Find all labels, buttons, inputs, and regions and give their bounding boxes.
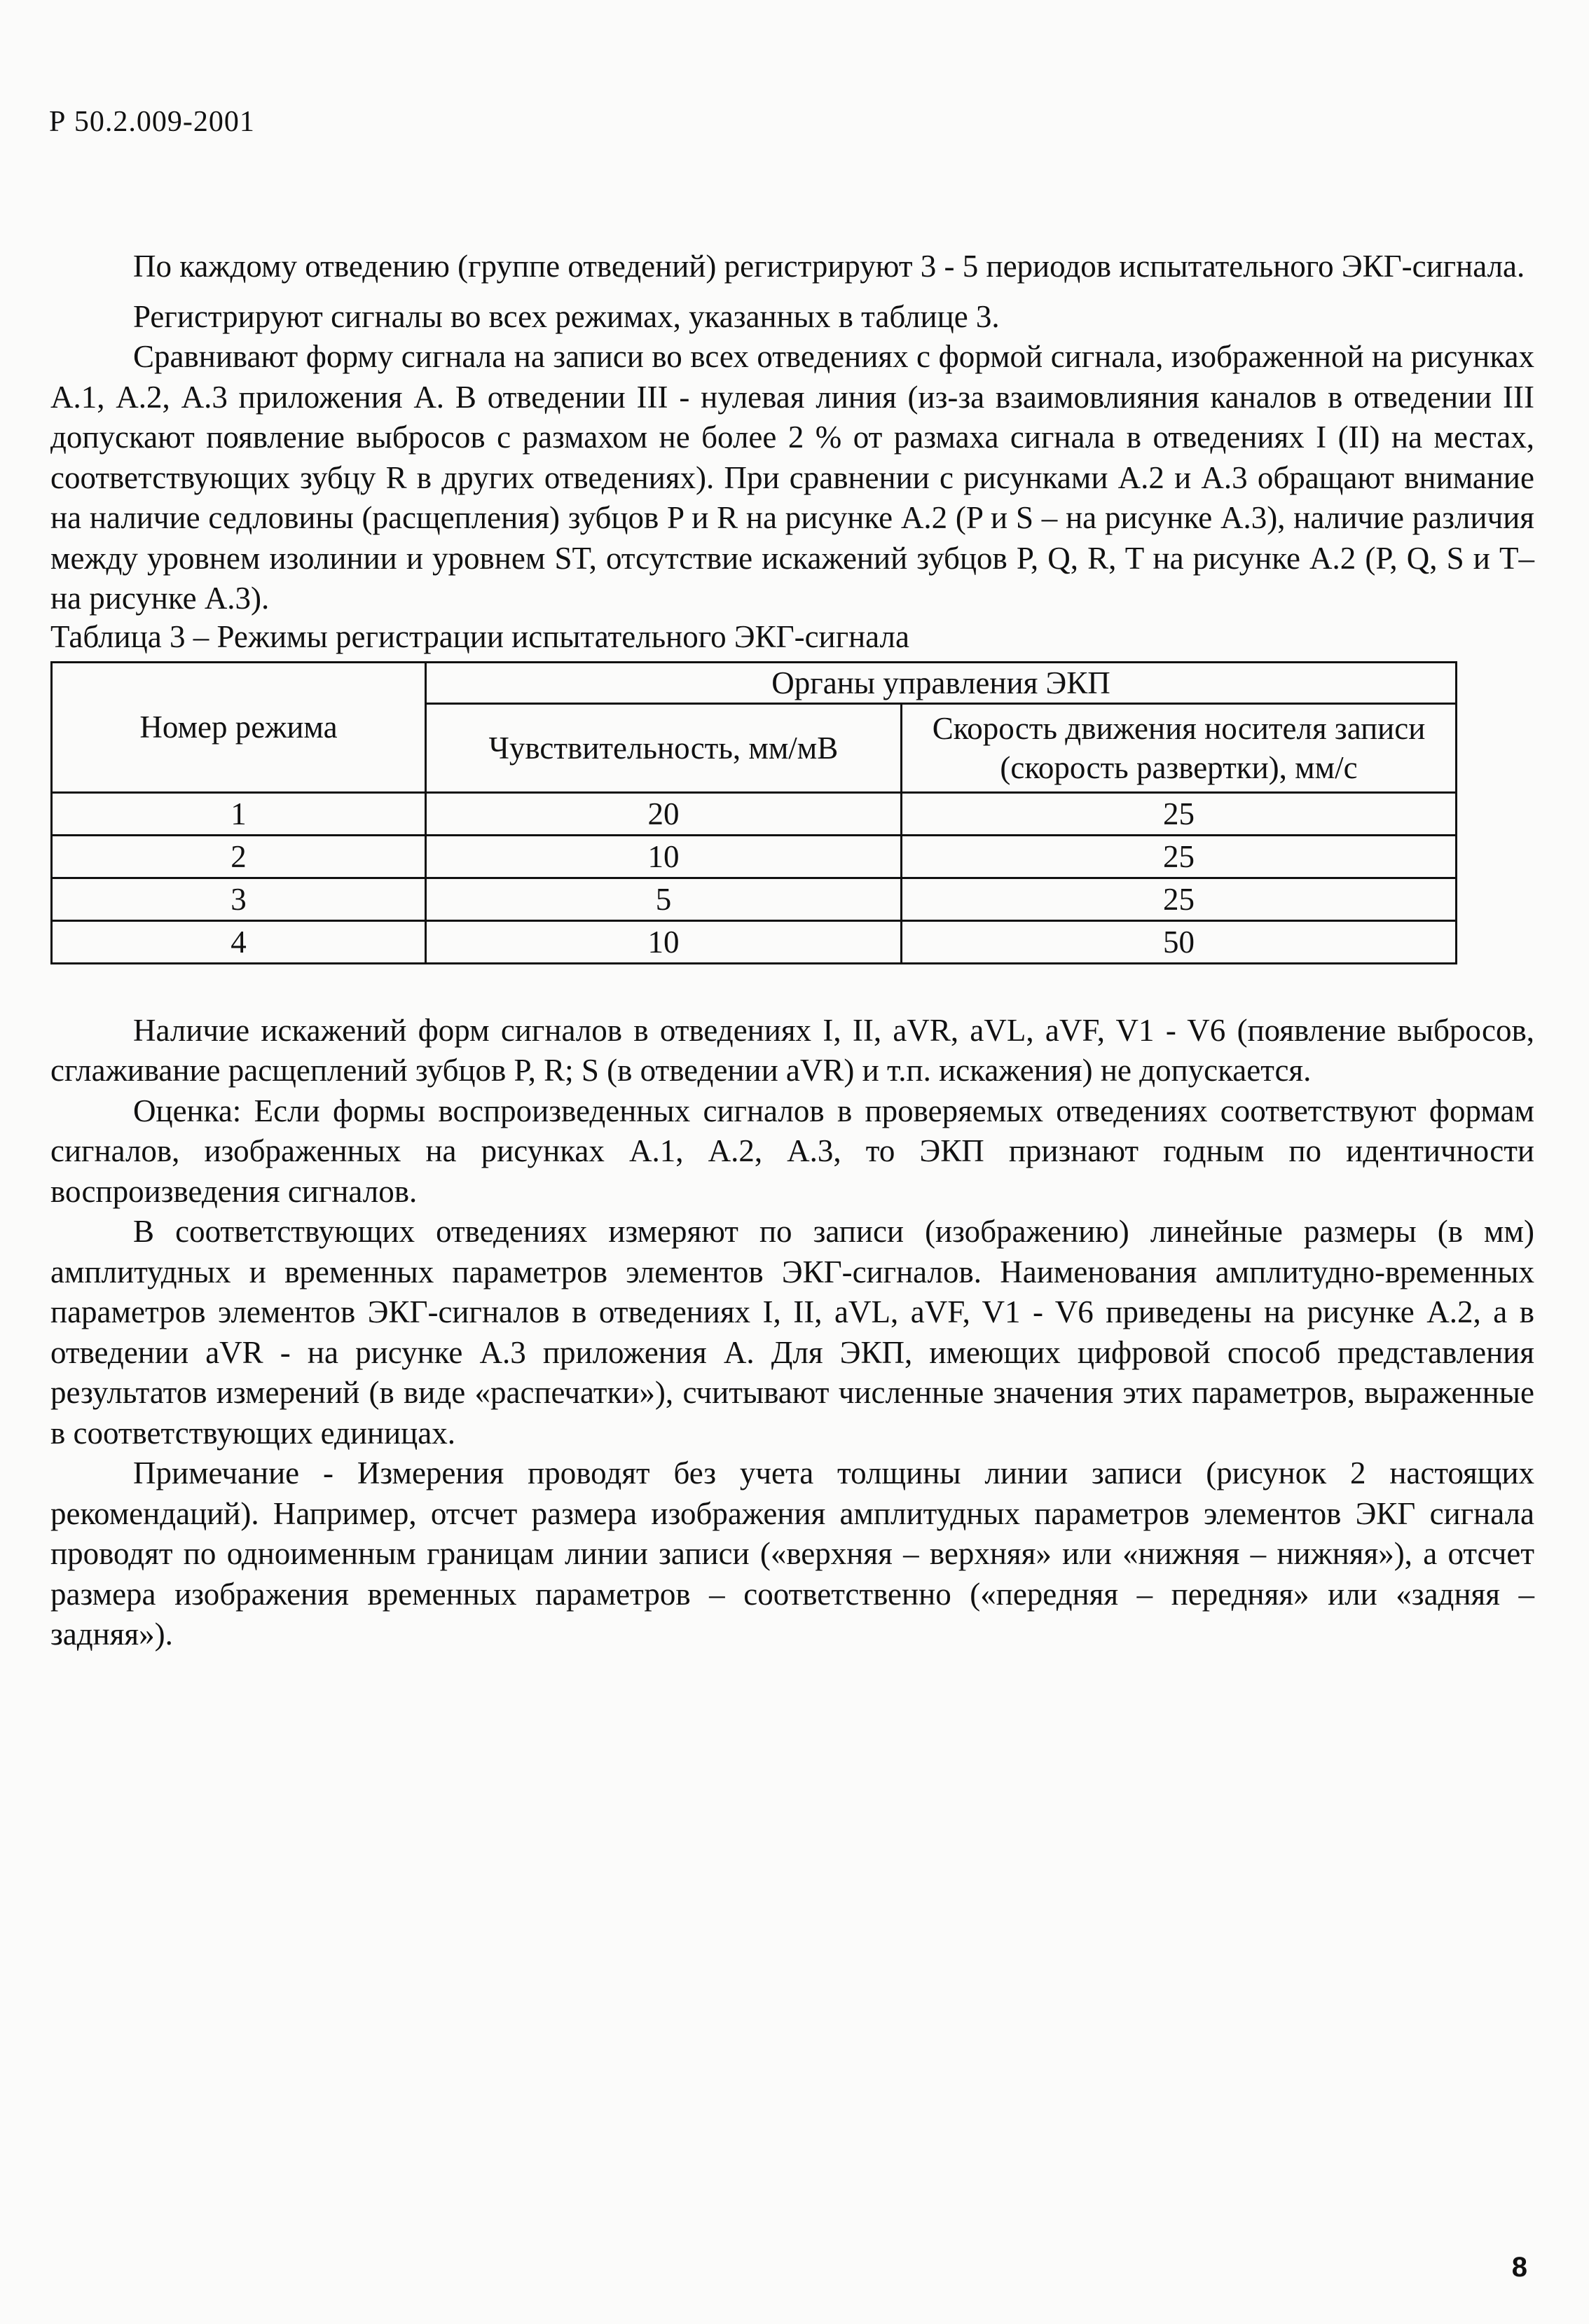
cell-sensitivity: 20 — [426, 792, 902, 835]
header-speed: Скорость движения носителя записи (скорость развертки), мм/с — [902, 703, 1457, 792]
paragraph: Оценка: Если формы воспроизведенных сигналов в проверяемых отведениях соответствуют формам сигналов, изображенных на рисунках А.1, А.2, А.3, то ЭКП признают годным по идентичности воспроизведения сигналов. — [50, 1093, 1534, 1209]
cell-sensitivity: 10 — [426, 920, 902, 963]
cell-speed: 25 — [902, 835, 1457, 878]
cell-mode: 1 — [52, 792, 426, 835]
page-content — [50, 247, 1534, 1655]
paragraph: Регистрируют сигналы во всех режимах, указанных в таблице 3. — [133, 298, 1000, 334]
paragraph: Сравнивают форму сигнала на записи во всех отведениях с формой сигнала, изображенной на рисунках А.1, А.2, А.3 приложения А. В отведении III - нулевая линия (из-за взаимовлияния каналов в отведении III допускают появление выбросов с размахом не более 2 % от размаха сигнала в отведениях I (II) на местах, соответствующих зубцу R в других отведениях). При сравнении с рисунками А.2 и А.3 обращают внимание на наличие седловины (расщепления) зубцов P и R на рисунке А.2 (P и S – на рисунке А.3), наличие различия между уровнем изолинии и уровнем ST, отсутствие искажений зубцов P, Q, R, T на рисунке А.2 (P, Q, S и T– на рисунке А.3). — [50, 339, 1534, 616]
modes-table — [50, 661, 1457, 964]
paragraph: Наличие искажений форм сигналов в отведениях I, II, aVR, aVL, aVF, V1 - V6 (появление выбросов, сглаживание расщеплений зубцов P, R; S (в отведении aVR) и т.п. искажения) не допускается. — [50, 1012, 1534, 1088]
table-row — [52, 835, 1457, 878]
table-caption: Таблица 3 – Режимы регистрации испытательного ЭКГ-сигнала — [50, 618, 909, 654]
cell-mode: 2 — [52, 835, 426, 878]
table-header-row — [52, 662, 1457, 703]
cell-sensitivity: 10 — [426, 835, 902, 878]
table-row — [52, 792, 1457, 835]
cell-speed: 25 — [902, 792, 1457, 835]
table-row — [52, 920, 1457, 963]
paragraph: Примечание - Измерения проводят без учета толщины линии записи (рисунок 2 настоящих рекомендаций). Например, отсчет размера изображения амплитудных параметров элементов ЭКГ сигнала проводят по одноименным границам линии записи («верхняя – верхняя» или «нижняя – нижняя»), а отсчет размера изображения временных параметров – соответственно («передняя – передняя» или «задняя – задняя»). — [50, 1455, 1534, 1652]
header-group: Органы управления ЭКП — [426, 662, 1457, 703]
header-mode: Номер режима — [52, 662, 426, 792]
paragraph: По каждому отведению (группе отведений) регистрируют 3 - 5 периодов испытательного ЭКГ-сигнала. — [133, 249, 1525, 284]
cell-speed: 50 — [902, 920, 1457, 963]
header-sensitivity: Чувствительность, мм/мВ — [426, 703, 902, 792]
cell-mode: 3 — [52, 878, 426, 920]
paragraph: В соответствующих отведениях измеряют по записи (изображению) линейные размеры (в мм) амплитудных и временных параметров элементов ЭКГ-сигналов. Наименования амплитудно-временных параметров элементов ЭКГ-сигналов в отведениях I, II, aVL, aVF, V1 - V6 приведены на рисунке А.2, а в отведении aVR - на рисунке А.3 приложения А. Для ЭКП, имеющих цифровой способ представления результатов измерений (в виде «распечатки»), считывают численные значения этих параметров, выраженные в соответствующих единицах. — [50, 1214, 1534, 1451]
cell-mode: 4 — [52, 920, 426, 963]
document-code: Р 50.2.009-2001 — [49, 106, 255, 138]
table-row — [52, 878, 1457, 920]
page-number: 8 — [1511, 2252, 1527, 2283]
cell-sensitivity: 5 — [426, 878, 902, 920]
cell-speed: 25 — [902, 878, 1457, 920]
